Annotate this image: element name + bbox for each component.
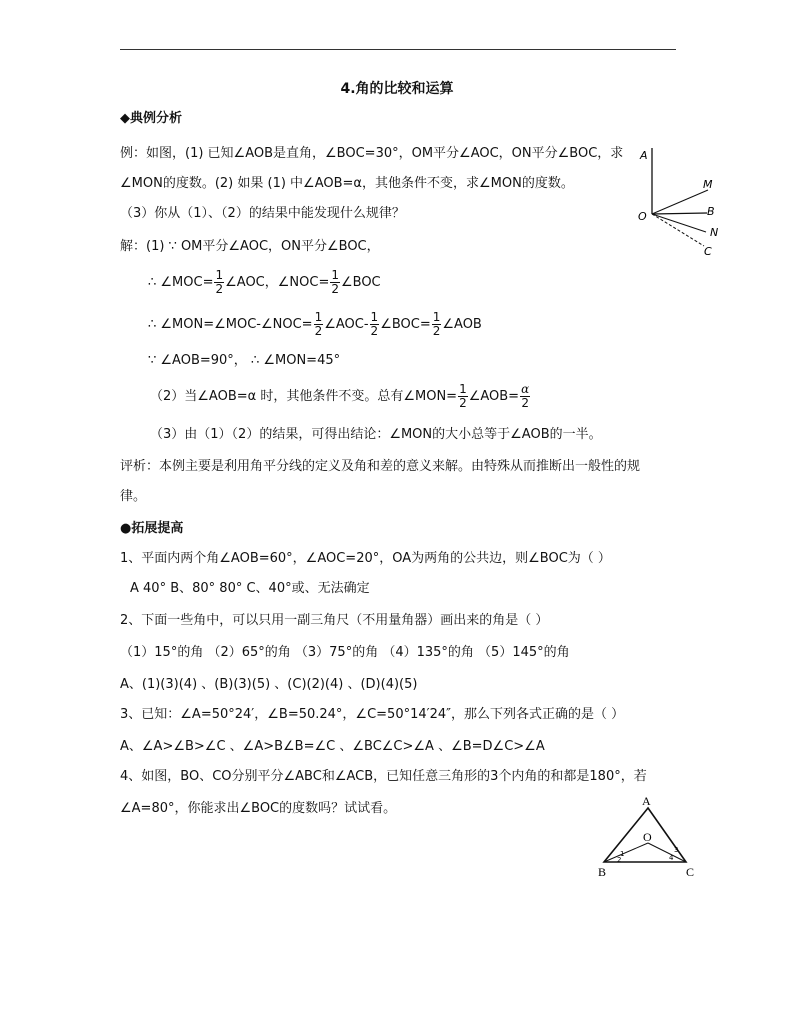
question-4-line-2: ∠A=80°，你能求出∠BOC的度数吗？试试看。 bbox=[120, 801, 397, 816]
fraction-numerator: 1 bbox=[432, 310, 441, 324]
solution-text: ∴ ∠MOC= bbox=[148, 275, 214, 290]
fraction-half bbox=[458, 383, 468, 410]
label-c: C bbox=[704, 245, 712, 258]
fraction-denominator: 2 bbox=[314, 324, 323, 338]
comment-line-2: 律。 bbox=[120, 489, 147, 504]
segment-bo bbox=[604, 843, 648, 862]
angle-label-2: 2 bbox=[617, 856, 622, 864]
fraction-half bbox=[314, 311, 324, 338]
fraction-denominator: 2 bbox=[215, 282, 224, 296]
solution-text: ∠AOC- bbox=[324, 317, 369, 332]
ray-on bbox=[652, 214, 706, 232]
solution-line-6: （3）由（1）（2）的结果，可得出结论：∠MON的大小总等于∠AOB的一半。 bbox=[150, 427, 602, 442]
ray-ob bbox=[652, 213, 707, 214]
fraction-alpha-half bbox=[520, 383, 530, 410]
question-3-stem: 3、已知：∠A=50°24′，∠B=50.24°，∠C=50°14′24″，那么下列各式正确的是（ ） bbox=[120, 707, 625, 722]
fraction-denominator: 2 bbox=[521, 396, 529, 410]
comment-line-1: 评析：本例主要是利用角平分线的定义及角和差的意义来解。由特殊从而推断出一般性的规 bbox=[120, 459, 641, 474]
section-heading-example: ◆典例分析 bbox=[120, 111, 182, 126]
header-rule bbox=[120, 49, 676, 50]
label-a: A bbox=[640, 149, 648, 162]
solution-text: ∠AOC，∠NOC= bbox=[225, 275, 330, 290]
fraction-numerator: 1 bbox=[459, 382, 467, 396]
fraction-half bbox=[214, 269, 224, 296]
fraction-numerator-alpha: α bbox=[521, 382, 530, 396]
label-b: B bbox=[707, 205, 715, 218]
fraction-half bbox=[370, 311, 380, 338]
section-heading-extension: ●拓展提高 bbox=[120, 521, 184, 536]
solution-text: ∠AOB= bbox=[468, 389, 520, 404]
solution-line-4: ∵ ∠AOB=90°， ∴ ∠MON=45° bbox=[148, 353, 341, 368]
label-o: O bbox=[643, 830, 652, 844]
question-1-stem: 1、平面内两个角∠AOB=60°，∠AOC=20°，OA为两角的公共边，则∠BOC为（ ） bbox=[120, 551, 611, 566]
label-n: N bbox=[710, 226, 719, 239]
fraction-denominator: 2 bbox=[370, 324, 379, 338]
solution-text: ∴ ∠MON=∠MOC-∠NOC= bbox=[148, 317, 313, 332]
example-line-2: ∠MON的度数。(2) 如果 (1) 中∠AOB=α，其他条件不变，求∠MON的度数。 bbox=[120, 176, 574, 191]
fraction-numerator: 1 bbox=[331, 268, 339, 282]
question-2-items: （1）15°的角 （2）65°的角 （3）75°的角 （4）135°的角 （5）145°的角 bbox=[120, 645, 570, 660]
solution-text: （2）当∠AOB=α 时，其他条件不变。总有∠MON= bbox=[150, 389, 458, 404]
example-line-3: （3）你从（1）、（2）的结果中能发现什么规律？ bbox=[120, 206, 405, 221]
triangle-figure bbox=[590, 790, 710, 885]
label-m: M bbox=[703, 178, 713, 191]
question-1-options: A 40° B、80° 80° C、40°或、无法确定 bbox=[130, 581, 370, 596]
solution-text: ∠AOB bbox=[442, 317, 482, 332]
fraction-numerator: 1 bbox=[314, 310, 323, 324]
fraction-denominator: 2 bbox=[432, 324, 441, 338]
ray-om bbox=[652, 190, 708, 214]
angle-label-3: 3 bbox=[674, 846, 679, 854]
angle-label-1: 1 bbox=[620, 850, 625, 858]
label-o: O bbox=[638, 210, 647, 223]
label-b: B bbox=[598, 865, 607, 879]
solution-line-5 bbox=[150, 382, 531, 412]
angle-bisector-figure bbox=[630, 140, 730, 265]
solution-line-1: 解：(1) ∵ OM平分∠AOC，ON平分∠BOC， bbox=[120, 239, 380, 254]
segment-co bbox=[648, 843, 686, 862]
example-line-1: 例：如图，(1) 已知∠AOB是直角，∠BOC=30°，OM平分∠AOC，ON平分∠BOC，求 bbox=[120, 146, 624, 161]
solution-line-3 bbox=[148, 310, 482, 340]
fraction-numerator: 1 bbox=[215, 268, 224, 282]
question-2-stem: 2、下面一些角中，可以只用一副三角尺（不用量角器）画出来的角是（ ） bbox=[120, 613, 549, 628]
solution-line-2 bbox=[148, 268, 381, 298]
question-3-options: A、∠A>∠B>∠C 、∠A>B∠B=∠C 、∠BC∠C>∠A 、∠B=D∠C>∠A bbox=[120, 739, 545, 754]
solution-text: ∠BOC bbox=[340, 275, 381, 290]
angle-label-4: 4 bbox=[669, 854, 674, 862]
fraction-half bbox=[432, 311, 442, 338]
question-2-options: A、(1)(3)(4) 、(B)(3)(5) 、(C)(2)(4) 、(D)(4)(5) bbox=[120, 677, 418, 692]
fraction-denominator: 2 bbox=[331, 282, 339, 296]
fraction-half bbox=[330, 269, 340, 296]
ray-oc bbox=[652, 214, 704, 246]
label-a: A bbox=[642, 794, 651, 808]
question-4-line-1: 4、如图，BO、CO分别平分∠ABC和∠ACB，已知任意三角形的3个内角的和都是180°，若 bbox=[120, 769, 647, 784]
fraction-numerator: 1 bbox=[370, 310, 379, 324]
page-title: 4.角的比较和运算 bbox=[340, 81, 454, 97]
fraction-denominator: 2 bbox=[459, 396, 467, 410]
label-c: C bbox=[686, 865, 695, 879]
solution-text: ∠BOC= bbox=[380, 317, 431, 332]
